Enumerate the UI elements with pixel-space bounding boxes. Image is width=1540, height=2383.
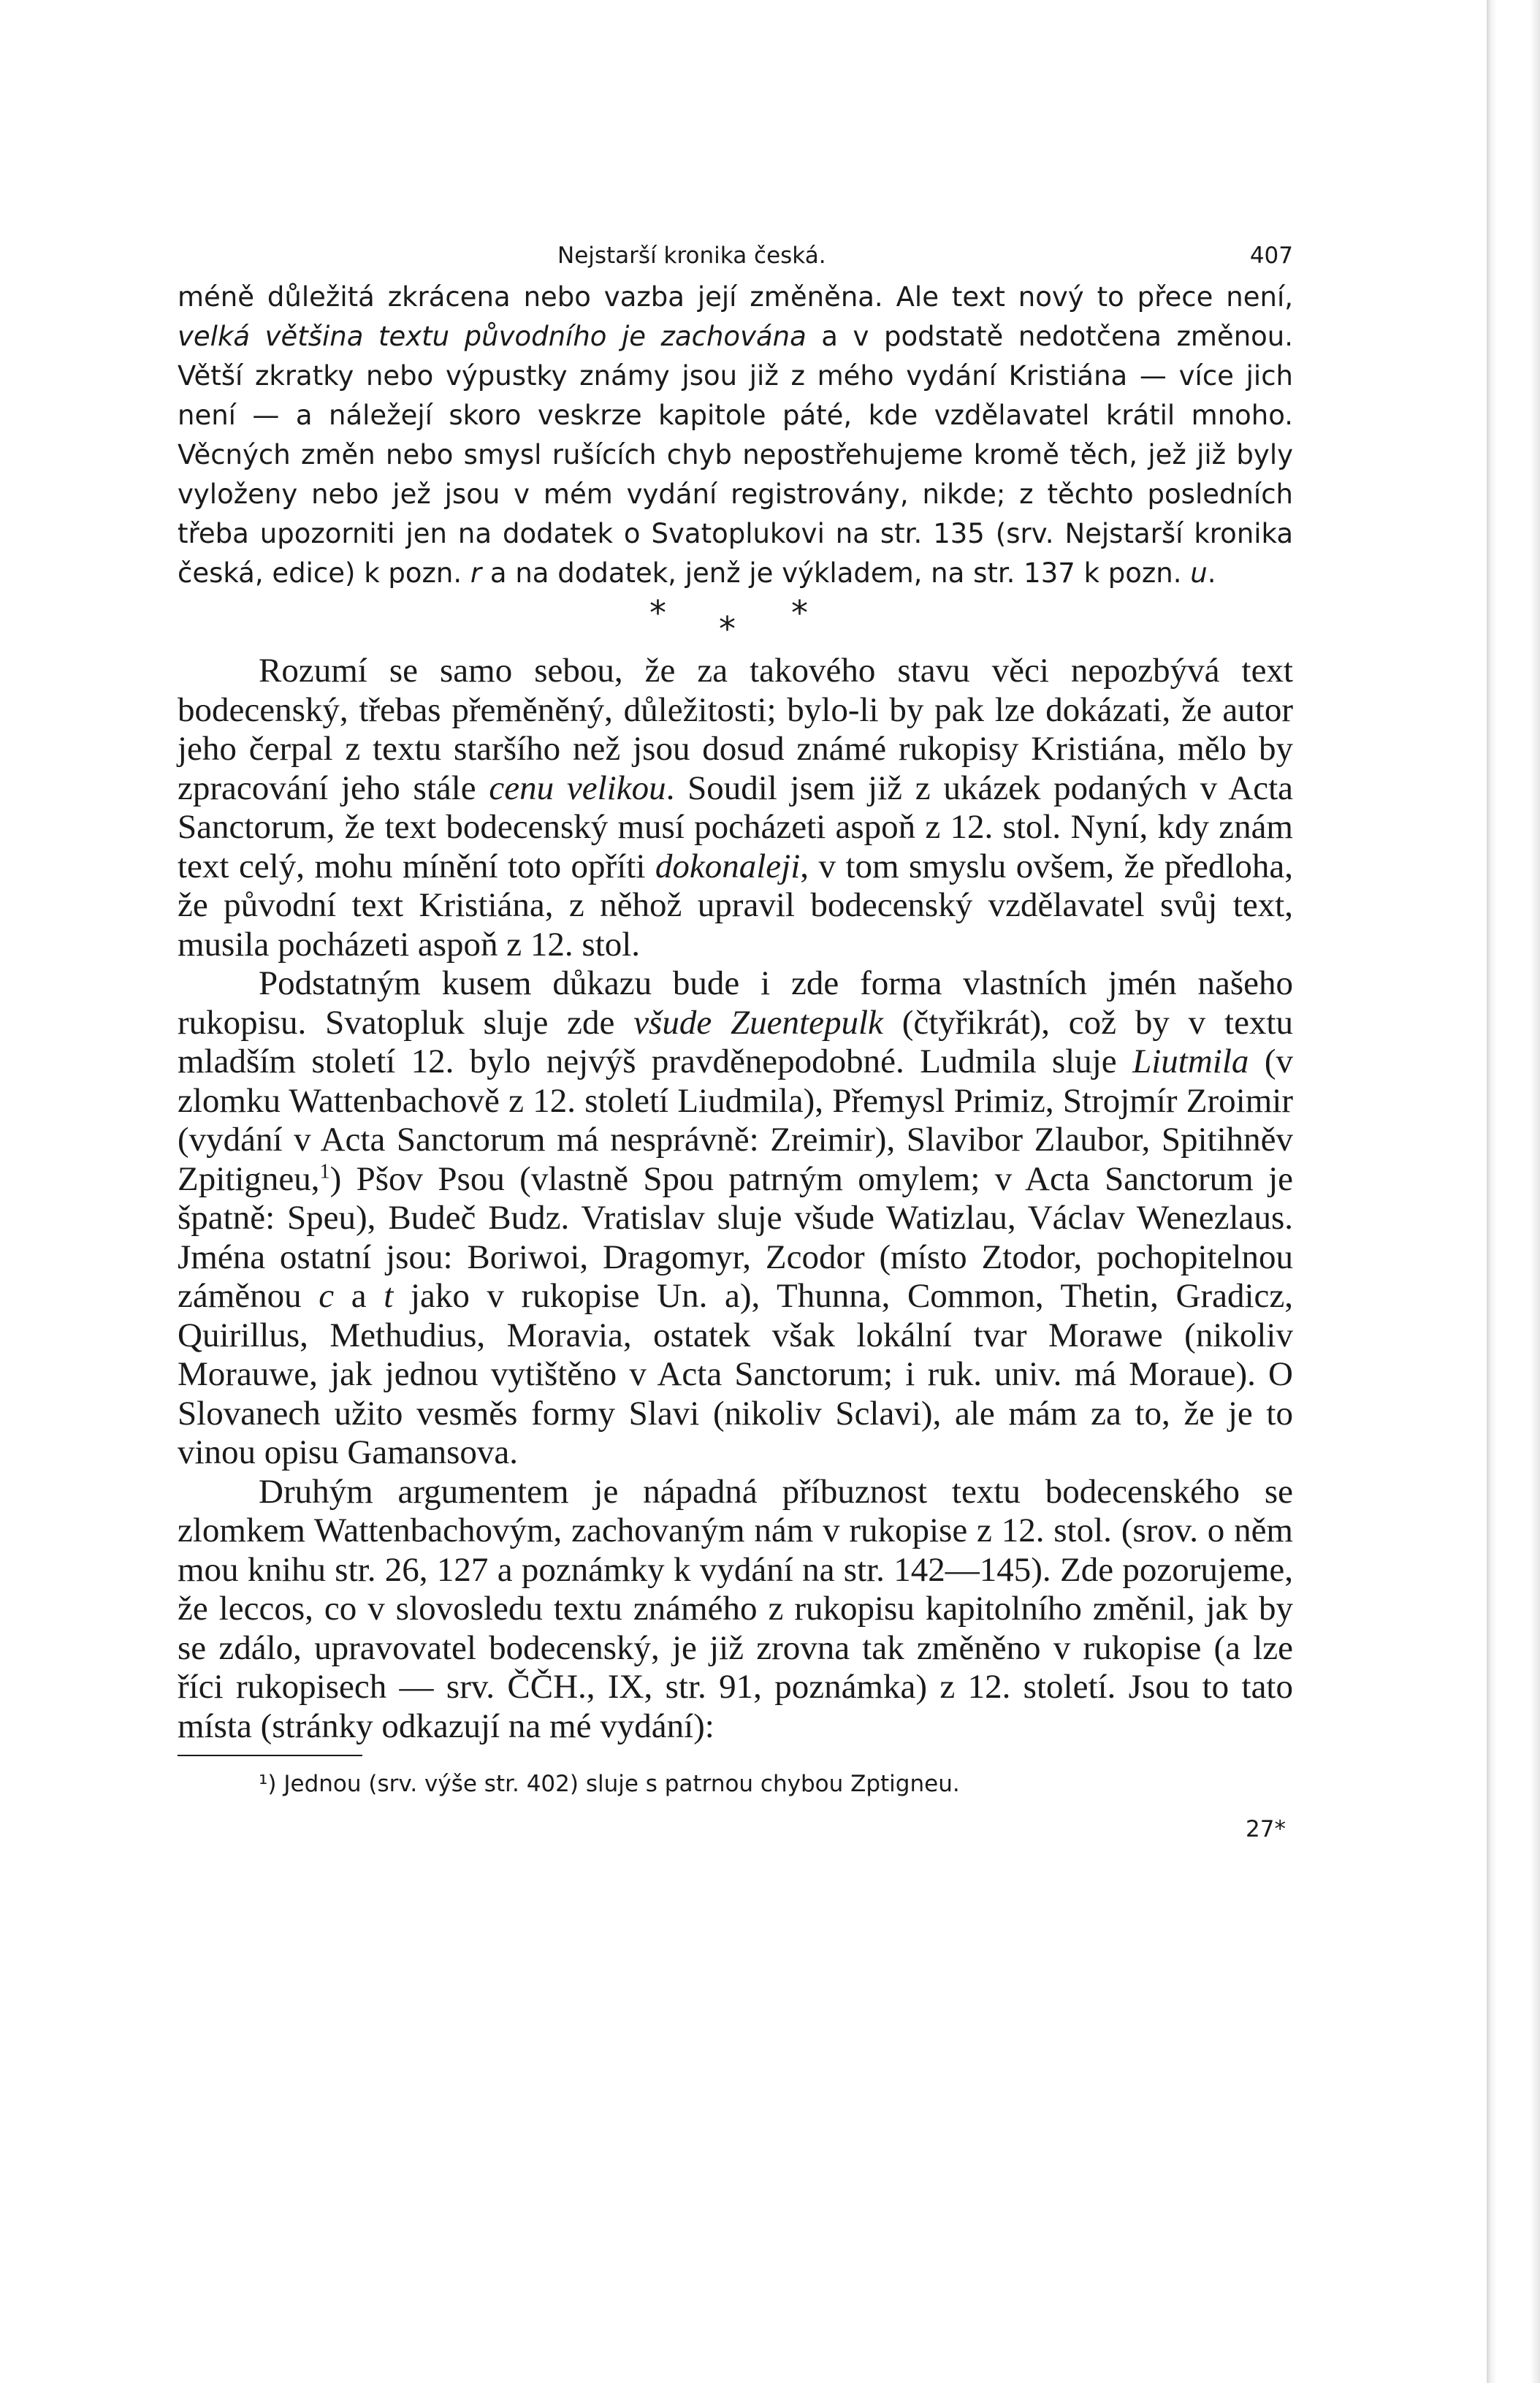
paragraph-1 [178, 278, 1293, 593]
p3-italic-2: Liutmila [1132, 1042, 1249, 1080]
p3-italic-3: c [319, 1277, 335, 1315]
p1-text-4: . [1207, 557, 1216, 589]
p1-italic-1: velká většina textu původního je zachována [178, 321, 807, 352]
p2-text-1: Rozumí se samo sebou, že za takového stavu věci nepozbývá text bodecenský, třebas přeměněný, důležitosti; bylo-li by pak lze dokázati, že autor jeho čerpal z textu staršího než jsou dosud známé rukopisy Kristiána, mělo by zpracování jeho stále [178, 652, 1293, 807]
p3-text-6: jako v rukopise Un. a), Thunna, Common, Thetin, Gradicz, Quirillus, Methudius, Moravia, ostatek však lokální tvar Morawe (nikoliv Morauwe, jak jednou vytištěno v Acta Sanctorum; i ruk. univ. má Moraue). O Slovanech užito vesměs formy Slavi (nikoliv Sclavi), ale mám za to, že je to vinou opisu Gamansova. [178, 1277, 1293, 1471]
footnote-text: Jednou (srv. výše str. 402) sluje s patrnou chybou Zptigneu. [276, 1771, 960, 1797]
p2-text-3: , v tom smyslu ovšem, že předloha, že původní text Kristiána, z něhož upravil bodecenský vzdělavatel svůj text, musila pocházeti aspoň z 12. stol. [178, 847, 1293, 964]
p4-text-1: Druhým argumentem je nápadná příbuznost textu bodecenského se zlomkem Wattenbachovým, zachovaným nám v rukopise z 12. stol. (srov. o něm mou knihu str. 26, 127 a poznámky k vydání na str. 142—145). Zde pozorujeme, že leccos, co v slovosledu textu známého z rukopisu kapitolního změnil, jak by se zdálo, upravovatel bodecenský, je již zrovna tak změněno v rukopise (a lze říci rukopisech — srv. ČČH., IX, str. 91, poznámka) z 12. století. Jsou to tato místa (stránky odkazují na mé vydání): [178, 1472, 1293, 1745]
p3-text-2: (čtyřikrát), což by v textu mladším století 12. bylo nejvýš pravděnepodobné. Ludmila sluje [178, 1003, 1293, 1080]
p2-text-2: . Soudil jsem již z ukázek podaných v Acta Sanctorum, že text bodecenský musí pocházeti aspoň z 12. stol. Nyní, kdy znám text celý, mohu mínění toto opříti [178, 769, 1294, 885]
footnote-rule [178, 1755, 362, 1756]
p1-text-1: méně důležitá zkrácena nebo vazba její změněna. Ale text nový to přece není, [178, 281, 1293, 313]
paragraph-3 [178, 964, 1293, 1473]
p1-italic-2: r [470, 557, 482, 589]
p3-italic-1: všude Zuentepulk [633, 1003, 883, 1042]
p3-text-5: a [334, 1277, 384, 1315]
p2-italic-2: dokonaleji [655, 847, 801, 885]
section-separator [178, 593, 1293, 652]
separator-star: * [649, 593, 666, 633]
paragraph-4 [178, 1473, 1293, 1747]
paragraph-2 [178, 652, 1293, 964]
page-edge [1487, 0, 1540, 2383]
signature-mark: 27* [1246, 1816, 1286, 1842]
p2-italic-1: cenu velikou [489, 769, 666, 807]
separator-star: * [719, 609, 736, 649]
p3-italic-4: t [384, 1277, 394, 1315]
footnote-marker: ¹) [259, 1771, 277, 1797]
p1-italic-3: u [1190, 557, 1208, 589]
p3-text-4: ) Pšov Psou (vlastně Spou patrným omylem; v Acta Sanctorum je špatně: Speu), Budeč Budz. Vratislav sluje všude Watizlau, Václav Wenezlaus. Jména ostatní jsou: Boriwoi, Dragomyr, Zcodor (místo Ztodor, pochopitelnou záměnou [178, 1159, 1293, 1315]
p1-text-3: a na dodatek, jenž je výkladem, na str. 137 k pozn. [481, 557, 1191, 589]
page-number: 407 [1249, 243, 1293, 269]
footnote-reference: 1 [319, 1159, 330, 1183]
separator-star: * [791, 593, 808, 633]
footnote [178, 1771, 1293, 1797]
p3-text-1: Podstatným kusem důkazu bude i zde forma vlastních jmén našeho rukopisu. Svatopluk sluje zde [178, 964, 1293, 1042]
p3-text-3: (v zlomku Wattenbachově z 12. století Liudmila), Přemysl Primiz, Strojmír Zroimir (vydání v Acta Sanctorum má nesprávně: Zreimir), Slavibor Zlaubor, Spitihněv Zpitigneu, [178, 1042, 1293, 1198]
running-title: Nejstarší kronika česká. [557, 243, 826, 269]
p1-text-2: a v podstatě nedotčena změnou. Větší zkratky nebo výpustky známy jsou již z mého vydání Kristiána — více jich není — a náležejí skoro veskrze kapitole páté, kde vzdělavatel krátil mnoho. Věcných změn nebo smysl rušících chyb nepostřehujeme kromě těch, jež již byly vyloženy nebo jež jsou v mém vydání registrovány, nikde; z těchto posledních třeba upozorniti jen na dodatek o Svatoplukovi na str. 135 (srv. Nejstarší kronika česká, edice) k pozn. [178, 321, 1293, 589]
text-block [178, 234, 1293, 1842]
running-header [178, 234, 1293, 278]
